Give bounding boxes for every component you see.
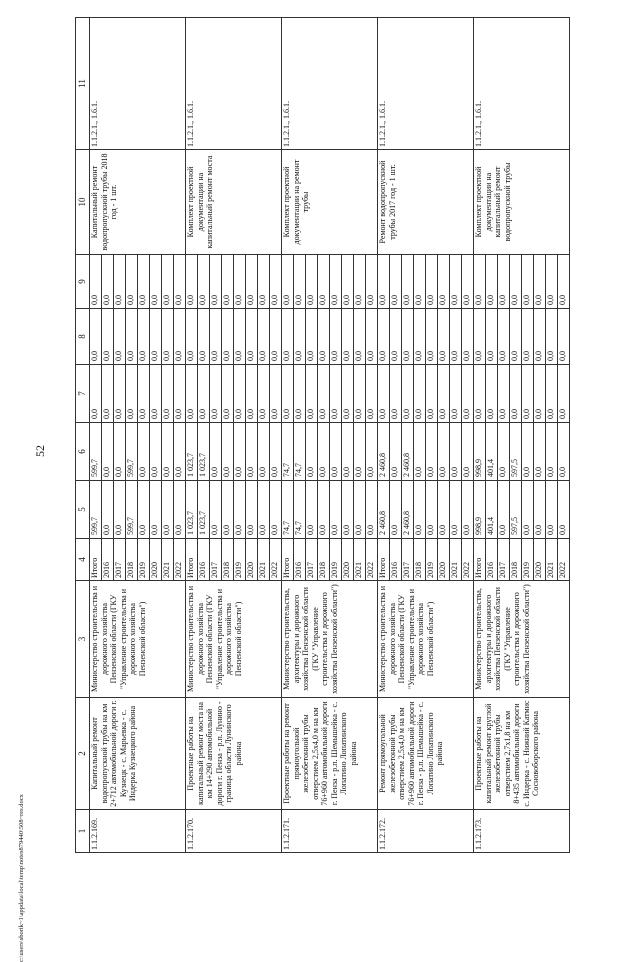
activity-number-cell: 1.1.2.170. bbox=[186, 810, 282, 853]
year-cell: 2022 bbox=[558, 539, 570, 581]
regional-budget-cell: 401,4 bbox=[486, 423, 498, 481]
total-cell: 0,0 bbox=[498, 481, 510, 539]
file-path-footer bbox=[12, 794, 32, 962]
local-budget-cell: 0,0 bbox=[102, 309, 114, 365]
year-cell: 2016 bbox=[102, 539, 114, 581]
local-budget-cell: 0,0 bbox=[558, 309, 570, 365]
total-cell: 0,0 bbox=[114, 481, 126, 539]
regional-budget-cell: 0,0 bbox=[270, 423, 282, 481]
federal-budget-cell: 0,0 bbox=[270, 365, 282, 423]
total-cell: 74,7 bbox=[282, 481, 294, 539]
local-budget-cell: 0,0 bbox=[246, 309, 258, 365]
year-cell: Итого bbox=[282, 539, 294, 581]
federal-budget-cell: 0,0 bbox=[450, 365, 462, 423]
federal-budget-cell: 0,0 bbox=[402, 365, 414, 423]
program-activities-table bbox=[75, 17, 570, 853]
total-cell: 599,7 bbox=[126, 481, 138, 539]
total-cell: 0,0 bbox=[390, 481, 402, 539]
other-sources-cell: 0,0 bbox=[174, 255, 186, 309]
other-sources-cell: 0,0 bbox=[210, 255, 222, 309]
federal-budget-cell: 0,0 bbox=[354, 365, 366, 423]
other-sources-cell: 0,0 bbox=[90, 255, 102, 309]
local-budget-cell: 0,0 bbox=[198, 309, 210, 365]
local-budget-cell: 0,0 bbox=[486, 309, 498, 365]
year-cell: 2022 bbox=[462, 539, 474, 581]
total-cell: 0,0 bbox=[102, 481, 114, 539]
federal-budget-cell: 0,0 bbox=[306, 365, 318, 423]
year-cell: 2016 bbox=[486, 539, 498, 581]
total-cell: 74,7 bbox=[294, 481, 306, 539]
other-sources-cell: 0,0 bbox=[126, 255, 138, 309]
year-cell: Итого bbox=[186, 539, 198, 581]
total-cell: 0,0 bbox=[438, 481, 450, 539]
other-sources-cell: 0,0 bbox=[138, 255, 150, 309]
local-budget-cell: 0,0 bbox=[90, 309, 102, 365]
federal-budget-cell: 0,0 bbox=[522, 365, 534, 423]
federal-budget-cell: 0,0 bbox=[426, 365, 438, 423]
expected-result-cell: Ремонт водопропускной трубы 2017 год - 1 шт. bbox=[378, 150, 474, 255]
column-header: 4 bbox=[76, 539, 90, 581]
other-sources-cell: 0,0 bbox=[102, 255, 114, 309]
regional-budget-cell: 0,0 bbox=[174, 423, 186, 481]
local-budget-cell: 0,0 bbox=[378, 309, 390, 365]
other-sources-cell: 0,0 bbox=[534, 255, 546, 309]
federal-budget-cell: 0,0 bbox=[558, 365, 570, 423]
other-sources-cell: 0,0 bbox=[402, 255, 414, 309]
regional-budget-cell: 0,0 bbox=[414, 423, 426, 481]
regional-budget-cell: 0,0 bbox=[306, 423, 318, 481]
regional-budget-cell: 0,0 bbox=[498, 423, 510, 481]
local-budget-cell: 0,0 bbox=[498, 309, 510, 365]
federal-budget-cell: 0,0 bbox=[222, 365, 234, 423]
total-cell: 0,0 bbox=[558, 481, 570, 539]
indicator-reference-cell: 1.1.2.1., 1.6.1. bbox=[90, 18, 186, 150]
regional-budget-cell: 998,9 bbox=[474, 423, 486, 481]
year-cell: 2017 bbox=[210, 539, 222, 581]
year-cell: 2016 bbox=[390, 539, 402, 581]
other-sources-cell: 0,0 bbox=[114, 255, 126, 309]
executor-cell: Министерство строительства, архитектуры и дорожного хозяйства Пензенской области (ГКУ "Управление строительства и дорожного хозяйства Пензенской области") bbox=[474, 581, 570, 698]
federal-budget-cell: 0,0 bbox=[210, 365, 222, 423]
local-budget-cell: 0,0 bbox=[138, 309, 150, 365]
regional-budget-cell: 599,7 bbox=[90, 423, 102, 481]
regional-budget-cell: 0,0 bbox=[354, 423, 366, 481]
year-cell: 2019 bbox=[234, 539, 246, 581]
indicator-reference-cell: 1.1.2.1., 1.6.1. bbox=[474, 18, 570, 150]
total-cell: 2 460,8 bbox=[402, 481, 414, 539]
federal-budget-cell: 0,0 bbox=[414, 365, 426, 423]
executor-cell: Министерство строительства и дорожного хозяйства Пензенской области (ГКУ "Управление строительства и дорожного хозяйства Пензенской области") bbox=[90, 581, 186, 698]
local-budget-cell: 0,0 bbox=[114, 309, 126, 365]
indicator-reference-cell: 1.1.2.1., 1.6.1. bbox=[378, 18, 474, 150]
year-cell: 2016 bbox=[294, 539, 306, 581]
other-sources-cell: 0,0 bbox=[366, 255, 378, 309]
other-sources-cell: 0,0 bbox=[342, 255, 354, 309]
year-cell: 2017 bbox=[402, 539, 414, 581]
local-budget-cell: 0,0 bbox=[222, 309, 234, 365]
local-budget-cell: 0,0 bbox=[258, 309, 270, 365]
regional-budget-cell: 0,0 bbox=[450, 423, 462, 481]
regional-budget-cell: 0,0 bbox=[546, 423, 558, 481]
total-cell: 0,0 bbox=[414, 481, 426, 539]
federal-budget-cell: 0,0 bbox=[102, 365, 114, 423]
local-budget-cell: 0,0 bbox=[354, 309, 366, 365]
regional-budget-cell: 0,0 bbox=[162, 423, 174, 481]
activity-number-cell: 1.1.2.169. bbox=[90, 810, 186, 853]
local-budget-cell: 0,0 bbox=[294, 309, 306, 365]
local-budget-cell: 0,0 bbox=[414, 309, 426, 365]
year-cell: 2019 bbox=[522, 539, 534, 581]
total-cell: 0,0 bbox=[354, 481, 366, 539]
regional-budget-cell: 0,0 bbox=[330, 423, 342, 481]
total-cell: 1 023,7 bbox=[186, 481, 198, 539]
executor-cell: Министерство строительства и дорожного хозяйства Пензенской области (ГКУ "Управление строительства и дорожного хозяйства Пензенской области") bbox=[378, 581, 474, 698]
activity-description-cell: Капитальный ремонт водопропускной трубы на км 2+712 автомобильной дороги г. Кузнецк - с. Марьевка - с. Индерка Кузнецкого района bbox=[90, 698, 186, 810]
year-cell: 2018 bbox=[222, 539, 234, 581]
year-cell: 2019 bbox=[330, 539, 342, 581]
local-budget-cell: 0,0 bbox=[534, 309, 546, 365]
other-sources-cell: 0,0 bbox=[498, 255, 510, 309]
total-cell: 0,0 bbox=[246, 481, 258, 539]
other-sources-cell: 0,0 bbox=[438, 255, 450, 309]
regional-budget-cell: 599,7 bbox=[126, 423, 138, 481]
year-cell: 2020 bbox=[246, 539, 258, 581]
year-cell: 2021 bbox=[450, 539, 462, 581]
year-cell: 2022 bbox=[270, 539, 282, 581]
total-cell: 0,0 bbox=[162, 481, 174, 539]
table-row bbox=[186, 18, 198, 853]
total-cell: 599,7 bbox=[90, 481, 102, 539]
federal-budget-cell: 0,0 bbox=[534, 365, 546, 423]
regional-budget-cell: 2 460,8 bbox=[402, 423, 414, 481]
local-budget-cell: 0,0 bbox=[126, 309, 138, 365]
local-budget-cell: 0,0 bbox=[426, 309, 438, 365]
local-budget-cell: 0,0 bbox=[390, 309, 402, 365]
other-sources-cell: 0,0 bbox=[414, 255, 426, 309]
other-sources-cell: 0,0 bbox=[246, 255, 258, 309]
federal-budget-cell: 0,0 bbox=[150, 365, 162, 423]
column-header: 3 bbox=[76, 581, 90, 698]
other-sources-cell: 0,0 bbox=[198, 255, 210, 309]
federal-budget-cell: 0,0 bbox=[498, 365, 510, 423]
local-budget-cell: 0,0 bbox=[462, 309, 474, 365]
federal-budget-cell: 0,0 bbox=[162, 365, 174, 423]
table-row bbox=[474, 18, 486, 853]
other-sources-cell: 0,0 bbox=[426, 255, 438, 309]
regional-budget-cell: 0,0 bbox=[246, 423, 258, 481]
federal-budget-cell: 0,0 bbox=[438, 365, 450, 423]
federal-budget-cell: 0,0 bbox=[342, 365, 354, 423]
regional-budget-cell: 74,7 bbox=[282, 423, 294, 481]
other-sources-cell: 0,0 bbox=[558, 255, 570, 309]
column-header: 6 bbox=[76, 423, 90, 481]
regional-budget-cell: 0,0 bbox=[522, 423, 534, 481]
regional-budget-cell: 0,0 bbox=[102, 423, 114, 481]
regional-budget-cell: 0,0 bbox=[222, 423, 234, 481]
local-budget-cell: 0,0 bbox=[342, 309, 354, 365]
other-sources-cell: 0,0 bbox=[306, 255, 318, 309]
federal-budget-cell: 0,0 bbox=[234, 365, 246, 423]
activity-description-cell: Проектные работы на ремонт прямоугольной железобетонной трубы отверстием 2,5х4,0 м на км 76+960 автомобильной дороги г. Пенза - р.п. Шемышейка - с. Лопатино Лопатинского района bbox=[282, 698, 378, 810]
local-budget-cell: 0,0 bbox=[282, 309, 294, 365]
local-budget-cell: 0,0 bbox=[306, 309, 318, 365]
local-budget-cell: 0,0 bbox=[474, 309, 486, 365]
federal-budget-cell: 0,0 bbox=[186, 365, 198, 423]
other-sources-cell: 0,0 bbox=[234, 255, 246, 309]
total-cell: 0,0 bbox=[450, 481, 462, 539]
total-cell: 0,0 bbox=[222, 481, 234, 539]
other-sources-cell: 0,0 bbox=[162, 255, 174, 309]
federal-budget-cell: 0,0 bbox=[282, 365, 294, 423]
other-sources-cell: 0,0 bbox=[282, 255, 294, 309]
other-sources-cell: 0,0 bbox=[474, 255, 486, 309]
local-budget-cell: 0,0 bbox=[522, 309, 534, 365]
regional-budget-cell: 0,0 bbox=[426, 423, 438, 481]
federal-budget-cell: 0,0 bbox=[126, 365, 138, 423]
page-number: 52 bbox=[33, 445, 47, 457]
other-sources-cell: 0,0 bbox=[294, 255, 306, 309]
year-cell: 2020 bbox=[438, 539, 450, 581]
other-sources-cell: 0,0 bbox=[354, 255, 366, 309]
expected-result-cell: Капитальный ремонт водопропускной трубы 2018 год - 1 шт. bbox=[90, 150, 186, 255]
total-cell: 401,4 bbox=[486, 481, 498, 539]
total-cell: 0,0 bbox=[210, 481, 222, 539]
regional-budget-cell: 1 023,7 bbox=[186, 423, 198, 481]
federal-budget-cell: 0,0 bbox=[258, 365, 270, 423]
year-cell: 2017 bbox=[498, 539, 510, 581]
year-cell: 2020 bbox=[534, 539, 546, 581]
other-sources-cell: 0,0 bbox=[270, 255, 282, 309]
total-cell: 0,0 bbox=[534, 481, 546, 539]
other-sources-cell: 0,0 bbox=[462, 255, 474, 309]
local-budget-cell: 0,0 bbox=[210, 309, 222, 365]
year-cell: 2022 bbox=[366, 539, 378, 581]
year-cell: 2020 bbox=[342, 539, 354, 581]
file-path-text: c:\users\sborik~1\appdata\local\temp\notes879440\508~res.docx bbox=[18, 794, 25, 962]
federal-budget-cell: 0,0 bbox=[486, 365, 498, 423]
total-cell: 0,0 bbox=[342, 481, 354, 539]
regional-budget-cell: 0,0 bbox=[210, 423, 222, 481]
other-sources-cell: 0,0 bbox=[450, 255, 462, 309]
total-cell: 0,0 bbox=[366, 481, 378, 539]
total-cell: 0,0 bbox=[522, 481, 534, 539]
regional-budget-cell: 0,0 bbox=[138, 423, 150, 481]
regional-budget-cell: 0,0 bbox=[438, 423, 450, 481]
other-sources-cell: 0,0 bbox=[510, 255, 522, 309]
total-cell: 0,0 bbox=[234, 481, 246, 539]
year-cell: 2018 bbox=[126, 539, 138, 581]
column-header: 9 bbox=[76, 255, 90, 309]
column-header: 5 bbox=[76, 481, 90, 539]
expected-result-cell: Комплект проектной документации на ремонт трубы bbox=[282, 150, 378, 255]
regional-budget-cell: 0,0 bbox=[390, 423, 402, 481]
total-cell: 0,0 bbox=[546, 481, 558, 539]
federal-budget-cell: 0,0 bbox=[474, 365, 486, 423]
column-header: 7 bbox=[76, 365, 90, 423]
activity-description-cell: Ремонт прямоугольной железобетонной трубы отверстием 2,5х4,0 м на км 76+960 автомобильной дороги г. Пенза - р.п. Шемышейка - с. Лопатино Лопатинского района bbox=[378, 698, 474, 810]
local-budget-cell: 0,0 bbox=[270, 309, 282, 365]
column-header: 8 bbox=[76, 309, 90, 365]
year-cell: 2016 bbox=[198, 539, 210, 581]
local-budget-cell: 0,0 bbox=[318, 309, 330, 365]
other-sources-cell: 0,0 bbox=[330, 255, 342, 309]
federal-budget-cell: 0,0 bbox=[90, 365, 102, 423]
local-budget-cell: 0,0 bbox=[162, 309, 174, 365]
other-sources-cell: 0,0 bbox=[258, 255, 270, 309]
column-number-row bbox=[76, 18, 90, 853]
executor-cell: Министерство строительства и дорожного хозяйства Пензенской области (ГКУ "Управление строительства и дорожного хозяйства Пензенской области") bbox=[186, 581, 282, 698]
local-budget-cell: 0,0 bbox=[150, 309, 162, 365]
activity-number-cell: 1.1.2.173. bbox=[474, 810, 570, 853]
column-header: 10 bbox=[76, 150, 90, 255]
regional-budget-cell: 0,0 bbox=[258, 423, 270, 481]
federal-budget-cell: 0,0 bbox=[330, 365, 342, 423]
column-header: 1 bbox=[76, 810, 90, 853]
other-sources-cell: 0,0 bbox=[150, 255, 162, 309]
regional-budget-cell: 0,0 bbox=[114, 423, 126, 481]
activity-description-cell: Проектные работы на капитальный ремонт круглой железобетонной трубы отверстием 2,7х1,8 на км 8+435 автомобильной дороги с. Индерка - с. Нижний Катмис Сосновоборского района bbox=[474, 698, 570, 810]
year-cell: Итого bbox=[378, 539, 390, 581]
year-cell: Итого bbox=[90, 539, 102, 581]
regional-budget-cell: 0,0 bbox=[342, 423, 354, 481]
executor-cell: Министерство строительства, архитектуры и дорожного хозяйства Пензенской области (ГКУ "Управление строительства и дорожного хозяйства Пензенской области") bbox=[282, 581, 378, 698]
other-sources-cell: 0,0 bbox=[390, 255, 402, 309]
total-cell: 0,0 bbox=[270, 481, 282, 539]
local-budget-cell: 0,0 bbox=[366, 309, 378, 365]
year-cell: 2021 bbox=[258, 539, 270, 581]
activity-number-cell: 1.1.2.172. bbox=[378, 810, 474, 853]
total-cell: 0,0 bbox=[426, 481, 438, 539]
total-cell: 1 023,7 bbox=[198, 481, 210, 539]
indicator-reference-cell: 1.1.2.1., 1.6.1. bbox=[282, 18, 378, 150]
total-cell: 998,9 bbox=[474, 481, 486, 539]
regional-budget-cell: 0,0 bbox=[558, 423, 570, 481]
regional-budget-cell: 0,0 bbox=[462, 423, 474, 481]
total-cell: 0,0 bbox=[306, 481, 318, 539]
federal-budget-cell: 0,0 bbox=[138, 365, 150, 423]
column-header: 11 bbox=[76, 18, 90, 150]
federal-budget-cell: 0,0 bbox=[510, 365, 522, 423]
other-sources-cell: 0,0 bbox=[522, 255, 534, 309]
local-budget-cell: 0,0 bbox=[450, 309, 462, 365]
regional-budget-cell: 0,0 bbox=[534, 423, 546, 481]
year-cell: 2018 bbox=[510, 539, 522, 581]
federal-budget-cell: 0,0 bbox=[114, 365, 126, 423]
federal-budget-cell: 0,0 bbox=[366, 365, 378, 423]
regional-budget-cell: 0,0 bbox=[234, 423, 246, 481]
table-body bbox=[90, 18, 570, 853]
table-row bbox=[282, 18, 294, 853]
total-cell: 0,0 bbox=[318, 481, 330, 539]
local-budget-cell: 0,0 bbox=[186, 309, 198, 365]
rotated-table-container bbox=[75, 18, 619, 853]
table-row bbox=[378, 18, 390, 853]
year-cell: 2021 bbox=[546, 539, 558, 581]
total-cell: 0,0 bbox=[150, 481, 162, 539]
year-cell: 2019 bbox=[138, 539, 150, 581]
total-cell: 2 460,8 bbox=[378, 481, 390, 539]
activity-description-cell: Проектные работы на капитальный ремонт моста на км 14+290 автомобильной дороги г. Пенза - р.п. Лунино - граница области Лунинского района bbox=[186, 698, 282, 810]
regional-budget-cell: 597,5 bbox=[510, 423, 522, 481]
indicator-reference-cell: 1.1.2.1., 1.6.1. bbox=[186, 18, 282, 150]
expected-result-cell: Комплект проектной документации на капитальный ремонт моста bbox=[186, 150, 282, 255]
year-cell: 2019 bbox=[426, 539, 438, 581]
total-cell: 0,0 bbox=[462, 481, 474, 539]
regional-budget-cell: 0,0 bbox=[318, 423, 330, 481]
federal-budget-cell: 0,0 bbox=[246, 365, 258, 423]
expected-result-cell: Комплект проектной документации на капитальный ремонт водопропускной трубы bbox=[474, 150, 570, 255]
activity-number-cell: 1.1.2.171. bbox=[282, 810, 378, 853]
other-sources-cell: 0,0 bbox=[546, 255, 558, 309]
total-cell: 0,0 bbox=[174, 481, 186, 539]
local-budget-cell: 0,0 bbox=[174, 309, 186, 365]
regional-budget-cell: 74,7 bbox=[294, 423, 306, 481]
other-sources-cell: 0,0 bbox=[222, 255, 234, 309]
regional-budget-cell: 0,0 bbox=[150, 423, 162, 481]
federal-budget-cell: 0,0 bbox=[174, 365, 186, 423]
local-budget-cell: 0,0 bbox=[330, 309, 342, 365]
table-row bbox=[90, 18, 102, 853]
federal-budget-cell: 0,0 bbox=[318, 365, 330, 423]
other-sources-cell: 0,0 bbox=[378, 255, 390, 309]
total-cell: 597,5 bbox=[510, 481, 522, 539]
year-cell: 2017 bbox=[114, 539, 126, 581]
federal-budget-cell: 0,0 bbox=[546, 365, 558, 423]
other-sources-cell: 0,0 bbox=[186, 255, 198, 309]
federal-budget-cell: 0,0 bbox=[462, 365, 474, 423]
local-budget-cell: 0,0 bbox=[546, 309, 558, 365]
regional-budget-cell: 2 460,8 bbox=[378, 423, 390, 481]
total-cell: 0,0 bbox=[330, 481, 342, 539]
total-cell: 0,0 bbox=[258, 481, 270, 539]
local-budget-cell: 0,0 bbox=[510, 309, 522, 365]
local-budget-cell: 0,0 bbox=[402, 309, 414, 365]
other-sources-cell: 0,0 bbox=[318, 255, 330, 309]
federal-budget-cell: 0,0 bbox=[198, 365, 210, 423]
federal-budget-cell: 0,0 bbox=[390, 365, 402, 423]
year-cell: 2018 bbox=[414, 539, 426, 581]
year-cell: 2022 bbox=[174, 539, 186, 581]
year-cell: Итого bbox=[474, 539, 486, 581]
year-cell: 2020 bbox=[150, 539, 162, 581]
federal-budget-cell: 0,0 bbox=[294, 365, 306, 423]
year-cell: 2021 bbox=[162, 539, 174, 581]
regional-budget-cell: 0,0 bbox=[366, 423, 378, 481]
total-cell: 0,0 bbox=[138, 481, 150, 539]
federal-budget-cell: 0,0 bbox=[378, 365, 390, 423]
year-cell: 2018 bbox=[318, 539, 330, 581]
year-cell: 2017 bbox=[306, 539, 318, 581]
year-cell: 2021 bbox=[354, 539, 366, 581]
column-header: 2 bbox=[76, 698, 90, 810]
local-budget-cell: 0,0 bbox=[438, 309, 450, 365]
regional-budget-cell: 1 023,7 bbox=[198, 423, 210, 481]
other-sources-cell: 0,0 bbox=[486, 255, 498, 309]
local-budget-cell: 0,0 bbox=[234, 309, 246, 365]
